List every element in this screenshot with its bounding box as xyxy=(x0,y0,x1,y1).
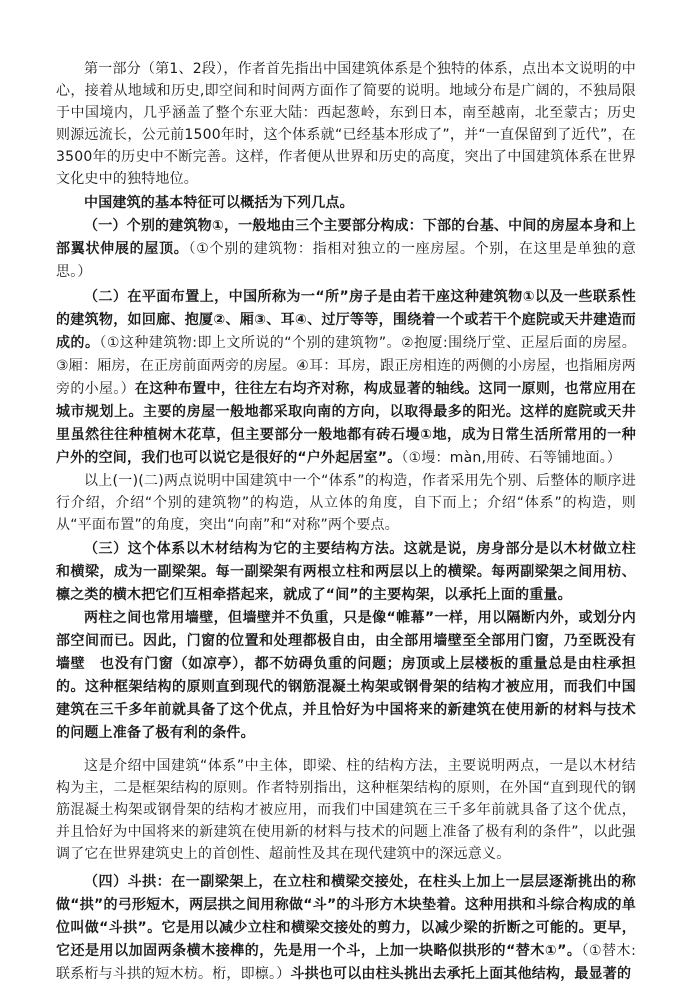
feature-two-note: （①这种建筑物:即上文所说的“个别的建筑物”。②抱厦:围绕厅堂、正屋后面的房屋。③厢：厢房，在正房前面两旁的房屋。④耳：耳房，跟正房相连的两侧的小房屋，也指厢房两旁的小屋。） xyxy=(56,335,636,397)
feature-two-text: （二）在平面布置上，中国所称为一“所”房子是由若干座这种建筑物①以及一些联系性的建筑物，如回廊、抱厦②、厢③、耳④、过厅等等，围绕着一个或若干个庭院或天井建造而成的。 xyxy=(56,289,636,351)
feature-four-note: （①替木:联系桁与斗拱的短木枋。桁，即檩。） xyxy=(56,943,636,982)
feature-one-text: （一）个别的建筑物①，一般地由三个主要部分构成：下部的台基、中间的房屋本身和上部翼状伸展的屋顶。 xyxy=(56,218,636,257)
feature-four-text-continued: 斗拱也可以由柱头挑出去承托上面其他结构，最显著的 xyxy=(290,966,632,982)
paragraph-feature-three: （三）这个体系以木材结构为它的主要结构方法。这就是说，房身部分是以木材做立柱和横梁，成为一副梁架。每一副梁架有两根立柱和两层以上的横梁。每两副梁架之间用枋、檩之类的横木把它们互相牵搭起来，就成了“间”的主要构架，以承托上面的重量。 xyxy=(56,541,636,603)
paragraph-feature-four xyxy=(56,871,636,986)
feature-four-text: （四）斗拱：在一副梁架上，在立柱和横梁交接处，在柱头上加上一层层逐渐挑出的称做“拱”的弓形短木，两层拱之间用称做“斗”的斗形方木块垫着。这种用拱和斗综合构成的单位叫做“斗拱”。它是用以减少立柱和横梁交接处的剪力，以减少梁的折断之可能的。更早，它还是用以加固两条横木接榫的，先是用一个斗，上加一块略似拱形的“替木①”。 xyxy=(56,874,636,959)
feature-two-note-continued: （①墁：màn,用砖、石等铺地面。） xyxy=(401,450,622,466)
paragraph-feature-one xyxy=(56,215,636,284)
document-page xyxy=(56,58,636,986)
feature-two-text-continued: 在这种布置中，往往左右均齐对称，构成显著的轴线。这同一原则，也常应用在城市规划上。主要的房屋一般地都采取向南的方向，以取得最多的阳光。这样的庭院或天井里虽然往往种植树木花草，但主要部分一般地都有砖石墁①地，成为日常生活所常用的一种户外的空间，我们也可以说它是很好的“户外起居室”。 xyxy=(56,381,636,466)
paragraph-one-two-commentary: 以上(一)(二)两点说明中国建筑中一个“体系”的构造，作者采用先个别、后整体的顺序进行介绍，介绍“个别的建筑物”的构造，从立体的角度，自下而上；介绍“体系”的构造，则从“平面布置”的角度，突出“向南”和“对称”两个要点。 xyxy=(56,473,636,533)
paragraph-part-one-summary: 第一部分（第1、2段），作者首先指出中国建筑体系是个独特的体系，点出本文说明的中心，接着从地域和历史,即空间和时间两方面作了简要的说明。地域分布是广阔的，不独局限于中国境内，几乎涵盖了整个东亚大陆：西起葱岭，东到日本，南至越南，北至蒙古；历史则源远流长，公元前1500年时，这个体系就“已经基本形成了”，并“一直保留到了近代”，在3500年的历史中不断完善。这样，作者便从世界和历史的高度，突出了中国建筑体系在世界文化史中的独特地位。 xyxy=(56,61,636,187)
paragraph-features-intro: 中国建筑的基本特征可以概括为下列几点。 xyxy=(84,195,354,211)
paragraph-feature-three-walls: 两柱之间也常用墙壁，但墙壁并不负重，只是像“帷幕”一样，用以隔断内外，或划分内部空间而已。因此，门窗的位置和处理都极自由，由全部用墙壁至全部用门窗，乃至既没有墙壁 也没有门窗（如凉亭），都不妨碍负重的问题；房顶或上层楼板的重量总是由柱承担的。这种框架结构的原则直到现代的钢筋混凝土构架或钢骨架的结构才被应用，而我们中国建筑在三千多年前就具备了这个优点，并且恰好为中国将来的新建筑在使用新的材料与技术的问题上准备了极有利的条件。 xyxy=(56,610,636,741)
paragraph-feature-two xyxy=(56,286,636,470)
paragraph-three-commentary: 这是介绍中国建筑“体系”中主体，即梁、柱的结构方法，主要说明两点，一是以木材结构为主，二是框架结构的原则。作者特别指出，这种框架结构的原则，在外国“直到现代的钢筋混凝土构架或钢骨架的结构才被应用，而我们中国建筑在三千多年前就具备了这个优点，并且恰好为中国将来的新建筑在使用新的材料与技术的问题上准备了极有利的条件”，以此强调了它在世界建筑史上的首创性、超前性及其在现代建筑中的深远意义。 xyxy=(56,758,636,862)
feature-one-note: （①个别的建筑物：指相对独立的一座房屋。个别，在这里是单独的意思。） xyxy=(56,241,637,280)
